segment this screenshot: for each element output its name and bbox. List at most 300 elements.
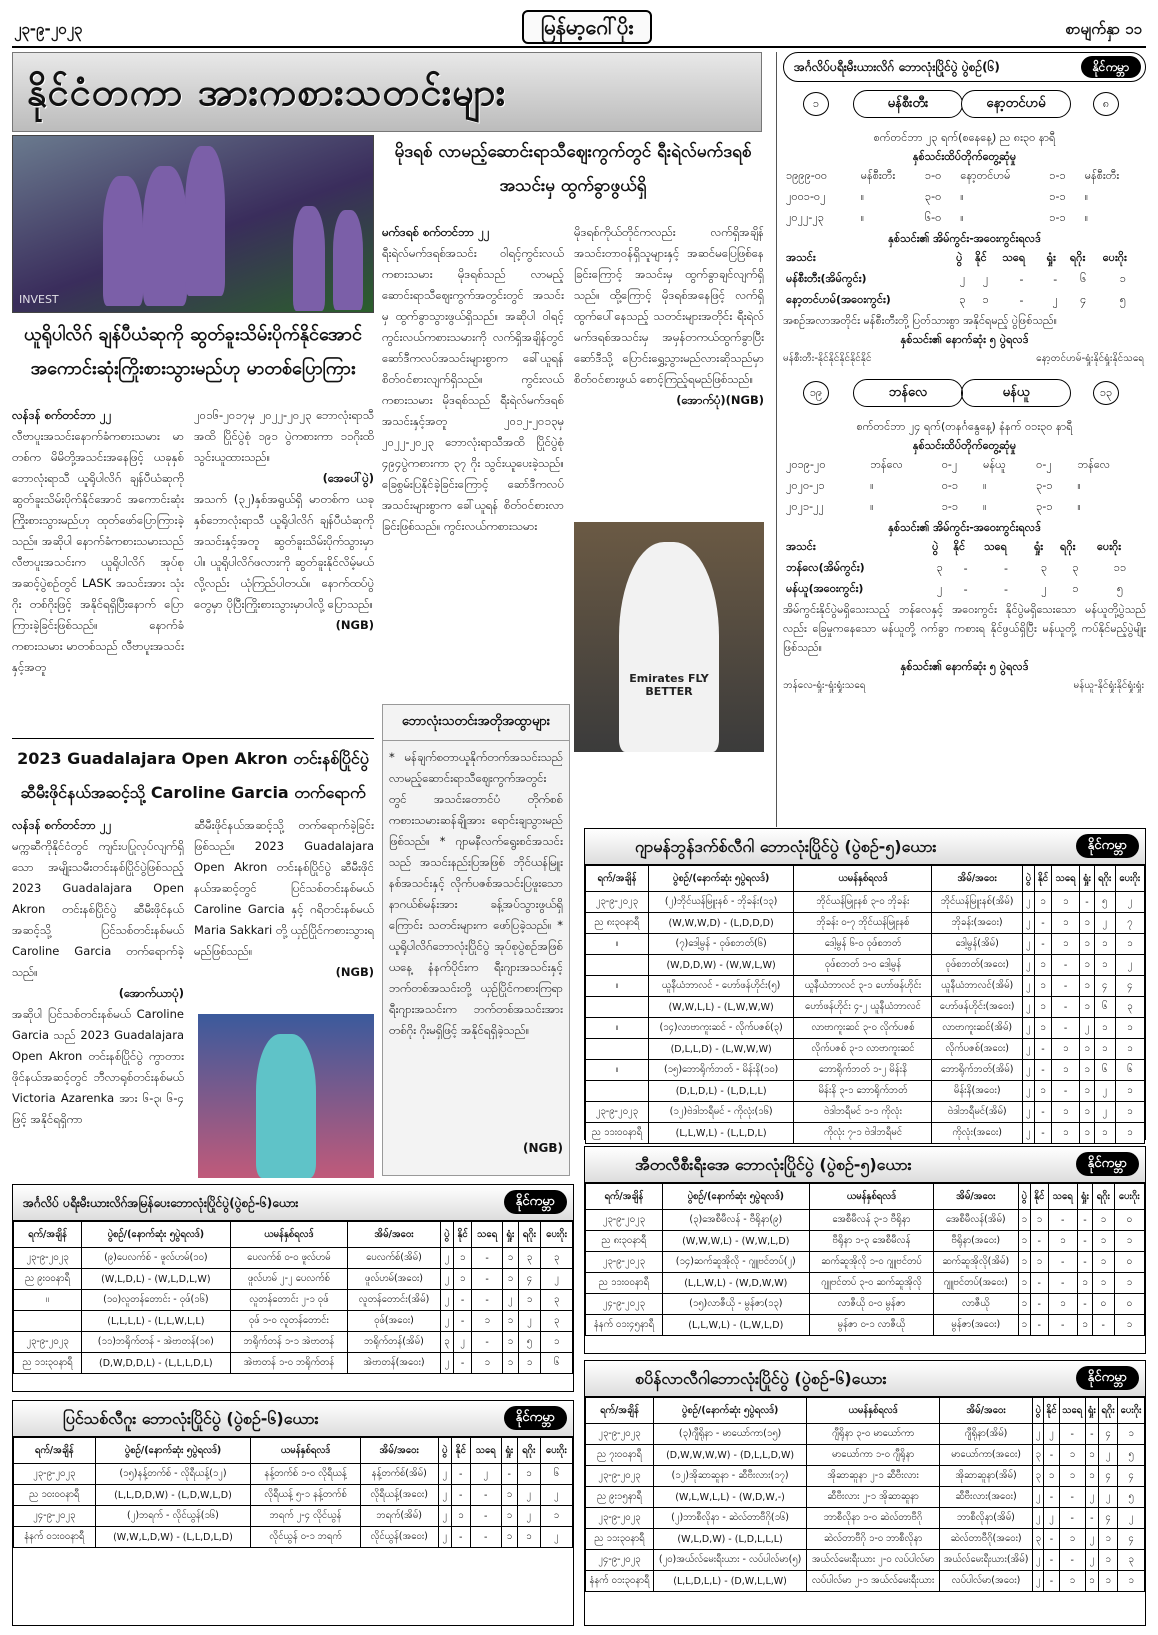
table-cell: ။ (14, 1290, 82, 1311)
table-cell: - (1034, 1123, 1051, 1144)
table-cell: နော့တင်ဟမ် (960, 168, 1011, 182)
table-cell: (D,W,W,W,W) - (D,L,L,D,W) (653, 1445, 806, 1466)
table-cell: ၁ (453, 1269, 472, 1290)
table-cell: ၂ (1094, 1102, 1115, 1123)
table-cell: (၃)ဂျီရိုနာ - မာယော်ကာ(၁၅) (653, 1424, 806, 1445)
story2-byline: မက်ဒရစ် စက်တင်ဘာ ၂၂ (382, 225, 490, 239)
last5-row (783, 676, 1146, 696)
last5-away: မန်ယူ-နိုင်ရှုံးနိုင်ရှုံးရှုံး (1073, 680, 1144, 691)
column-header: ရဂိုး (518, 1222, 540, 1248)
table-cell: မိန်းနိ(အဝေး) (932, 1081, 1023, 1102)
table-cell: ၃ (1033, 1466, 1044, 1487)
column-header: အိမ်/အဝေး (939, 1398, 1032, 1424)
table-cell: မာယော်ကာ ၁-၀ ဂျီရိုနာ (807, 1445, 939, 1466)
table-header-row (14, 1222, 573, 1248)
table-cell: ၁-၁ (1049, 210, 1066, 224)
table-cell: ဘရိုက်တန် ၁-၁ အဲဗာတန် (230, 1332, 347, 1353)
table-cell: ကိုလုံး ၇-၁ ဗဲဒါဘရီမင် (794, 1123, 932, 1144)
away-team: နော့တင်ဟမ် (961, 90, 1071, 118)
column-header: ရဂိုး (1099, 1398, 1118, 1424)
table-cell: ၁ (1080, 1039, 1095, 1060)
table-cell: လာဗာကူးဆင် ၃-၀ လိုက်ပဇစ် (794, 1018, 932, 1039)
table-cell: ဘရက် ၂-၄ လိုင်ယွန် (251, 1506, 360, 1527)
table-cell: ၁ (1052, 892, 1080, 913)
table-row (783, 579, 1146, 600)
table-cell: ။ (870, 478, 874, 492)
table-title-text: အီတလီစီးရီးအေ ဘောလုံးပြိုင်ပွဲ (ပွဲစဉ်-၅)ယေား (635, 1155, 912, 1174)
table-cell: ၁၁ (1113, 560, 1127, 574)
column-header: အိမ်/အဝေး (932, 866, 1023, 892)
table-cell: ဆက်ဆူအိုလို(အိမ်) (933, 1252, 1018, 1273)
table-cell: - (1044, 1445, 1060, 1466)
table-cell: ။ (1077, 499, 1081, 513)
table-cell: ၂ (541, 1269, 573, 1290)
table-cell: ၄ (1094, 976, 1115, 997)
table-cell: ၁ (1034, 997, 1051, 1018)
table-cell: - (1052, 1081, 1080, 1102)
table-cell: (L,L,W,L) - (L,L,D,L) (648, 1123, 794, 1144)
table-cell: (W,L,D,W) - (L,D,L,L,L) (653, 1529, 806, 1550)
table-header-row (586, 1184, 1145, 1210)
table-cell: - (1030, 1231, 1048, 1252)
column-header: ရှုံး (1046, 250, 1056, 264)
form-title: နှစ်သင်း၏ အိမ်ကွင်း-အဝေးကွင်းရလဒ် (888, 232, 1041, 245)
table-cell: ။ (586, 976, 649, 997)
table-cell: အဲဗာတန် ၁-၀ ဘရိုက်တန် (230, 1353, 347, 1374)
table-cell: - (1034, 934, 1051, 955)
table-row (586, 934, 1145, 955)
table-row (783, 208, 1146, 229)
table-cell: ၂ (440, 1248, 453, 1269)
story2-source: (အောက်ပုံ)(NGB) (676, 393, 764, 407)
story1-col1 (12, 405, 184, 735)
table-cell: ၁ (1080, 1102, 1095, 1123)
column-header: ရှုံး (1077, 1184, 1092, 1210)
table-cell: ၃ (440, 1332, 453, 1353)
column-header: ပွဲစဉ်/(နောက်ဆုံး ၅ပွဲရလဒ်) (95, 1438, 251, 1464)
table-cell: ၁ (1115, 1123, 1144, 1144)
table-cell: လိုက်ပဇစ် ၃-၁ လာဗာကူးဆင် (794, 1039, 932, 1060)
table-cell: ၂ (1033, 1424, 1044, 1445)
story3-headline: 2023 Guadalajara Open Akron တင်းနစ်ပြိုင်ပွဲ ဆီမီးဖိုင်နယ်အဆင့်သို့ Caroline Garcia တက်ရောက် (17, 749, 369, 802)
table-cell: ၄ (1099, 1466, 1118, 1487)
table-cell: ၁ (1099, 1550, 1118, 1571)
column-header: ရှုံး (501, 1438, 517, 1464)
table-title-text: စပိန်လာလီဂါဘောလုံးပြိုင်ပွဲ (ပွဲစဉ်-၆)ယေား (635, 1369, 887, 1388)
table-cell: ဘောရိုက်ဘတ်(အိမ်) (932, 1060, 1023, 1081)
table-cell: ၁ (1034, 892, 1051, 913)
seriea-table (584, 1146, 1146, 1354)
table-cell: ည ၈း၃၀နာရီ (586, 913, 649, 934)
table-cell: - (453, 1311, 472, 1332)
table-cell: ၁ (1030, 1210, 1048, 1231)
table-cell: (၁၂)ဗဲဒါဘရီမင် - ကိုလုံး(၁၆) (648, 1102, 794, 1123)
table-cell: ၃-၁ (1036, 499, 1053, 513)
table-row (14, 1527, 573, 1548)
player-figure (143, 166, 187, 306)
table-cell: (D,W,D,D,L) - (L,L,L,D,L) (81, 1353, 230, 1374)
table-header-row (586, 866, 1145, 892)
table-cell: ၂၃-၉-၂၀၂၃ (14, 1464, 96, 1485)
table-cell: - (1048, 1273, 1077, 1294)
table-cell: ၄ (1115, 976, 1144, 997)
table-row (586, 1445, 1145, 1466)
column-header: ပွဲ (438, 1438, 451, 1464)
table-row (586, 1315, 1145, 1336)
table-cell: ၁ (1093, 1231, 1115, 1252)
table-cell: ဗဲဒါဘရီမင် ၁-၁ ကိုလုံး (794, 1102, 932, 1123)
table-cell: ၁ (1115, 1081, 1144, 1102)
table-cell: - (470, 1485, 501, 1506)
table-cell: ဆက်ဆူအိုလို ၁-၀ ဂျူဗင်တပ် (809, 1252, 933, 1273)
table-cell: - (1003, 583, 1008, 596)
table-cell: ၂ (1022, 1123, 1034, 1144)
column-header: ပေးဂိုး (541, 1222, 573, 1248)
table-cell: အယ်လ်မေးရီးယား ၂-၀ လပ်ပါလ်မာ (807, 1550, 939, 1571)
table-cell: ၁ (1080, 955, 1095, 976)
table-cell: ၁ (1077, 1273, 1092, 1294)
table-cell: မွန်ဇာ ၀-၁ လာဇီယို (809, 1315, 933, 1336)
table-row (783, 497, 1146, 518)
table-cell: ၁ (1115, 1039, 1144, 1060)
home-team: ဘန်လေ (853, 379, 963, 407)
table-cell: ဂျီရိုနာ ၃-၀ မာယော်ကာ (807, 1424, 939, 1445)
table-cell: ဘန်လေ(အိမ်ကွင်း) (786, 560, 865, 574)
section-banner: နိုင်ငံတကာ အားကစားသတင်းများ (12, 52, 762, 132)
table-cell: ၂၃-၉-၂၀၂၃ (586, 1102, 649, 1123)
table-cell: (W,L,W,L,L) - (W,D,W,-) (653, 1487, 806, 1508)
table-cell: ဖူလ်ဟမ် ၂-၂ ပေလက်စ် (230, 1269, 347, 1290)
table-cell: - (1044, 1550, 1060, 1571)
table-cell: ည ၁၁း၀၀နာရီ (586, 1273, 663, 1294)
table-cell: - (1044, 1529, 1060, 1550)
table-cell: နံနက် ၀၁း၀၀နာရီ (14, 1527, 96, 1548)
match-note: အစဉ်အလာအတိုင်း မန်စီးတီးတို့ ပြတ်သားစွာ အနိုင်ရမည့် ပွဲဖြစ်သည်။ (783, 314, 1057, 327)
table-cell: ၂ (1033, 1571, 1044, 1592)
column-header: ပွဲ (1022, 866, 1034, 892)
column-header: သရေ (1052, 866, 1080, 892)
table-cell: လိုရီယန့် ၅-၁ နန့်တက်စ် (251, 1485, 360, 1506)
last5-title: နှစ်သင်း၏ နောက်ဆုံး ၅ ပွဲရလဒ် (900, 660, 1029, 673)
photo-caption: Emirates FLY BETTER (629, 672, 709, 698)
table-cell: ဝုဖ်စဘတ် ၁-၀ ဒေါ့မွန် (794, 955, 932, 976)
table-cell: - (451, 1464, 470, 1485)
table-cell: ၅ (1116, 581, 1124, 595)
table-cell: ၁ (517, 1464, 540, 1485)
table-cell: ၁ (1059, 1571, 1085, 1592)
table-cell: ၁ (1118, 1424, 1145, 1445)
table-cell: ၂ (1094, 1081, 1115, 1102)
table-cell: ဆဲလ်တာဗီဂို(အဝေး) (939, 1529, 1032, 1550)
column-header: ယမန်နှစ်ရလဒ် (230, 1222, 347, 1248)
table-row (783, 455, 1146, 476)
story3-col2 (194, 815, 374, 1010)
table-cell: ၅ (1119, 292, 1126, 306)
table-cell: ဘာစီလိုနာ(အိမ်) (939, 1508, 1032, 1529)
table-cell: ၁-၁ (941, 499, 959, 513)
table-row (14, 1248, 573, 1269)
table-cell: ၁ (1118, 1571, 1145, 1592)
form-table (783, 248, 1146, 311)
player-figure (333, 210, 363, 310)
rank-badge: ၁၉ (803, 381, 829, 405)
table-cell: အိုဆာဆူနာ ၂-၁ ဆီဗီးလား (807, 1466, 939, 1487)
table-cell: ။ (1084, 210, 1089, 224)
story2-col1 (382, 222, 564, 697)
table-cell: ည ၁၁း၃၀နာရီ (14, 1353, 82, 1374)
table-cell: ၄ (518, 1269, 540, 1290)
table-cell: ၁ (1052, 1102, 1080, 1123)
table-header-row (14, 1438, 573, 1464)
table-cell: - (1077, 1252, 1092, 1273)
table-cell: ၁ (1094, 934, 1115, 955)
match-note: အိမ်ကွင်းနိုင်ပွဲမရှိသေးသည့် ဘန်လေနှင့် အဝေးကွင်း နိုင်ပွဲမရှိသေးသော မန်ယူတို့ပွဲသည်လည်း ခြေမှုကနေသော မန်ယူတို့ ဂက်ခွာ ကစားရ နိုင်ဖွယ်ရှိပြီး မန်ယူတို့ ကပ်နိုင်မည့်ပွဲမျိုးဖြစ်သည်။ (783, 603, 1146, 654)
table-cell: ဘိုခန်း ၀-၇ ဘိုင်ယန်မြူးနစ် (794, 913, 932, 934)
table-cell: ။ (960, 210, 964, 224)
h2h-table (783, 455, 1146, 518)
table-row (586, 1487, 1145, 1508)
fixture-table (13, 1221, 573, 1374)
table-cell: ၂၃-၉-၂၀၂၃ (586, 1424, 654, 1445)
table-cell: ၂ (1080, 1018, 1095, 1039)
table-cell: ည ၇း၀၀နာရီ (586, 1445, 654, 1466)
last5-row (783, 349, 1146, 369)
table-cell: လိုက်ပဇစ်(အဝေး) (932, 1039, 1023, 1060)
table-cell: - (470, 1527, 501, 1548)
table-cell: ၂ (1044, 1508, 1060, 1529)
column-header: ပေးဂိုး (1096, 539, 1122, 553)
table-cell: - (1003, 562, 1008, 575)
table-cell: (၁၅)နန့်တက်စ် - လိုရီယန့်(၁၂) (95, 1464, 251, 1485)
table-cell: ။ (1084, 189, 1089, 203)
column-header: နိုင် (1044, 1398, 1060, 1424)
table-cell: ၆ (1115, 1060, 1144, 1081)
brand-badge: နိုင်ကမ္ဘာ (1076, 1366, 1139, 1390)
table-cell: ၁ (502, 1353, 518, 1374)
table-row (14, 1353, 573, 1374)
table-cell: ၁ (1052, 1060, 1080, 1081)
table-cell: (L,L,L,L) - (L,L,W,L,L) (81, 1311, 230, 1332)
column-header: ပေးဂိုး (1114, 1184, 1144, 1210)
table-cell: ဘိုင်ယန်မြူးနစ်(အိမ်) (932, 892, 1023, 913)
table-cell: ၁ (1059, 1529, 1085, 1550)
column-header: ပေးဂိုး (1115, 866, 1144, 892)
column-header: အိမ်/အဝေး (348, 1222, 441, 1248)
table-cell: (D,L,D,L) - (L,D,L,L) (648, 1081, 794, 1102)
table-cell: ၂ (440, 1269, 453, 1290)
table-cell: ၁ (1018, 1252, 1030, 1273)
table-cell: ၁ (1114, 1315, 1144, 1336)
table-cell: အယ်လ်မေးရီးယား(အိမ်) (939, 1550, 1032, 1571)
column-header: နိုင် (974, 250, 987, 264)
table-cell: (၁၄)လာဗာကူးဆင် - လိုက်ပဇစ်(၃) (648, 1018, 794, 1039)
table-cell: ၂ (1085, 1487, 1098, 1508)
table-cell: ၃ (1118, 1550, 1145, 1571)
column-header: ရဂိုး (1060, 539, 1076, 553)
table-row (14, 1311, 573, 1332)
table-cell: ၂ (440, 1290, 453, 1311)
column-header: ရက်/အချိန် (586, 1398, 654, 1424)
form-table (783, 537, 1146, 600)
last5-home: မန်စီးတီး-နိုင်နိုင်နိုင်နိုင်နိုင် (783, 353, 872, 364)
table-cell: ဝုဖ်စဘတ်(အဝေး) (932, 955, 1023, 976)
table-cell: ၁ (518, 1353, 540, 1374)
table-row (586, 1508, 1145, 1529)
column-header: ပွဲစဉ်/(နောက်ဆုံး ၅ပွဲရလဒ်) (653, 1398, 806, 1424)
brand-badge: နိုင်ကမ္ဘာ (504, 1190, 567, 1214)
table-cell: ဟော်ဖန်ဟိုင်း ၄-၂ ယူနီယံဘာလင် (794, 997, 932, 1018)
table-cell: ၂ (982, 271, 989, 285)
table-cell: ၂ (1022, 1060, 1034, 1081)
table-row (783, 290, 1146, 311)
table-cell: - (1034, 1060, 1051, 1081)
table-cell: ၂ (440, 1311, 453, 1332)
column-header: ပွဲ (440, 1222, 453, 1248)
table-cell: ဘိုခန်း(အဝေး) (932, 913, 1023, 934)
table-row (586, 1273, 1145, 1294)
rank-badge: ၁ (803, 92, 829, 116)
table-cell: ၁ (472, 1311, 502, 1332)
table-cell: ဆီဗီးလား(အဝေး) (939, 1487, 1032, 1508)
table-cell: ၂၀၂၂-၂၃ (786, 210, 824, 224)
table-row (586, 1060, 1145, 1081)
column-header: ပွဲစဉ်/(နောက်ဆုံး ၅ပွဲရလဒ်) (662, 1184, 809, 1210)
table-cell: - (472, 1248, 502, 1269)
table-cell: ၂၄-၉-၂၀၂၃ (586, 1294, 663, 1315)
news-briefs-title: ဘောလုံးသတင်းအတိုအထွာများ (383, 705, 569, 741)
table-cell: (၁၂)အိုဆာဆူနာ - ဆီဗီးလား(၁၇) (653, 1466, 806, 1487)
table-cell: ၀-၁ (941, 478, 959, 492)
table-row (586, 976, 1145, 997)
table-title-text: ပြင်သစ်လီဂူး ဘောလုံးပြိုင်ပွဲ (ပွဲစဉ်-၆)ယေား (63, 1409, 319, 1428)
table-cell: (L,L,W,L) - (W,D,W,W) (662, 1273, 809, 1294)
table-cell: - (1093, 1315, 1115, 1336)
column-header: ရဂိုး (1094, 866, 1115, 892)
table-row (586, 1039, 1145, 1060)
table-cell: ၁ (1030, 1252, 1048, 1273)
table-row (14, 1506, 573, 1527)
table-cell: ၂ (1085, 1550, 1098, 1571)
masthead-logo: မြန်မာ့ဂေါ်ပိုး (522, 10, 652, 44)
table-cell: ၁ (1099, 1571, 1118, 1592)
table-cell: ၆ (1094, 997, 1115, 1018)
table-row (783, 269, 1146, 290)
table-cell: ၃ (541, 1311, 573, 1332)
table-cell: - (1053, 273, 1058, 286)
table-cell: လာဇီယို (933, 1294, 1018, 1315)
table-cell: ဘရိုက်တန်(အိမ်) (348, 1332, 441, 1353)
table-cell: ၁ (451, 1506, 470, 1527)
table-cell: ဘန်လေ (1077, 457, 1111, 471)
table-cell: နန့်တက်စ် ၁-၀ လိုရီယန့် (251, 1464, 360, 1485)
table-row (586, 1231, 1145, 1252)
table-cell (586, 1039, 649, 1060)
table-cell: ၁ (501, 1506, 517, 1527)
photo-caption: INVEST (19, 293, 59, 306)
table-cell: ၁ (982, 292, 989, 306)
table-cell: - (1052, 997, 1080, 1018)
table-cell: (W,W,W,L) - (W,W,L,D) (662, 1231, 809, 1252)
table-cell: ဘိုင်ယန်မြူးနစ် ၃-၀ ဘိုခန်း (794, 892, 932, 913)
table-cell: ၂၃-၉-၂၀၂၃ (586, 1252, 663, 1273)
column-header: အသင်း (786, 539, 816, 553)
table-cell: ၁ (1018, 1273, 1030, 1294)
table-cell: ၆ (1094, 1060, 1115, 1081)
match-card (783, 90, 1146, 120)
table-cell: ။ (860, 210, 865, 224)
table-cell: ၂ (1022, 934, 1034, 955)
liverpool-photo (12, 135, 374, 313)
table-cell: ၁ (1080, 1081, 1095, 1102)
table-cell: ၂ (1085, 1529, 1098, 1550)
table-cell: ၂၃-၉-၂၀၂၃ (586, 1210, 663, 1231)
table-cell: - (1030, 1273, 1048, 1294)
table-cell: ၁ (1115, 1018, 1144, 1039)
table-cell: ည ၉း၀၀နာရီ (14, 1269, 82, 1290)
column-header: နိုင် (953, 539, 966, 553)
table-cell: ၁ (1034, 955, 1051, 976)
table-cell: ၆ (1080, 271, 1087, 285)
rank-badge: ၈ (1093, 92, 1119, 116)
table-cell: ပေလက်စ် ၀-၀ ဖူလ်ဟမ် (230, 1248, 347, 1269)
table-header-row (783, 537, 1146, 558)
epl-preview (776, 52, 1146, 827)
table-row (586, 1424, 1145, 1445)
table-cell: ၂ (1022, 1018, 1034, 1039)
table-cell: ယူနီယံဘာလင် ၃-၁ ဟော်ဖန်ဟိုင်း (794, 976, 932, 997)
column-header: သရေ (1002, 250, 1026, 264)
column-header: နိုင် (1030, 1184, 1048, 1210)
table-cell: ဆဲလ်တာဗီဂို ၁-၀ ဘာစီလိုနာ (807, 1529, 939, 1550)
story3-body: မက္ကဆီကိုနိုင်ငံတွင် ကျင်းပပြုလုပ်လျက်ရှိသော အမျိုးသမီးတင်းနစ်ပြိုင်ပွဲဖြစ်သည့် 2023 Guadalajara Open Akron တင်းနစ်ပြိုင်ပွဲ ဆီမီးဖိုင်နယ်အဆင့်သို့ ပြင်သစ်တင်းနစ်မယ် Caroline Garcia တက်ရောက်ခဲ့သည်။ (12, 839, 184, 979)
table-cell: (၇)ဒေါ့မွန် - ဝုဖ်စဘတ်(၆) (648, 934, 794, 955)
table-cell: ဗီရိုနာ(အဝေး) (933, 1231, 1018, 1252)
rank-badge: ၁၃ (1093, 381, 1119, 405)
table-cell: လူတန်တောင်း ၂-၁ ဝုဖ် (230, 1290, 347, 1311)
table-cell: ၂ (1022, 1081, 1034, 1102)
story1-body: ၂၀၁၆-၂၀၁၇မှ ၂၀၂၂-၂၀၂၃ ဘောလုံးရာသီအထိ ပြိုင်ပွဲစုံ ၁၉၁ ပွဲကစားကာ ၁၁ဂိုးထိ သွင်းယူထားသည်။ (194, 408, 374, 464)
table-cell: ၂၃-၉-၂၀၂၃ (14, 1248, 82, 1269)
table-cell: ၁ (1093, 1273, 1115, 1294)
table-cell: နော့တင်ဟမ်(အဝေးကွင်း) (786, 292, 891, 306)
table-cell: လပ်ပါလ်မာ ၂-၁ အယ်လ်မေးရီးယား (807, 1571, 939, 1592)
table-cell: (L,L,D,L,L) - (D,W,L,L,W) (653, 1571, 806, 1592)
table-row (586, 1529, 1145, 1550)
table-title (585, 829, 1145, 865)
story3-source: (အောက်ယာပုံ) (118, 986, 184, 1000)
table-cell: ၂ (540, 1485, 572, 1506)
table-cell: ၂ (540, 1527, 572, 1548)
table-cell: ၁ (1115, 934, 1144, 955)
table-cell: - (963, 562, 968, 575)
column-header: နိုင် (453, 1222, 472, 1248)
table-cell: ယူနီယံဘာလင် - ဟော်ဖန်ဟိုင်း(၅) (648, 976, 794, 997)
table-cell: ၂ (517, 1485, 540, 1506)
table-cell: ၁-၁ (1049, 168, 1066, 182)
table-cell: လပ်ပါလ်မာ(အဝေး) (939, 1571, 1032, 1592)
table-cell: ၄ (1099, 1424, 1118, 1445)
table-cell: (၁၅)လာဇီယို - မွန်ဇာ(၁၃) (662, 1294, 809, 1315)
table-cell: မန်ယူ (983, 457, 1006, 471)
player-figure (256, 1034, 316, 1178)
table-row (14, 1485, 573, 1506)
column-header: ရက်/အချိန် (14, 1222, 82, 1248)
player-figure (185, 146, 225, 296)
column-header: ပွဲစဉ်/(နောက်ဆုံး ၅ပွဲရလဒ်) (81, 1222, 230, 1248)
table-cell: မန်စီးတီး(အိမ်ကွင်း) (786, 271, 867, 285)
table-cell: အိုဆာဆူနာ(အိမ်) (939, 1466, 1032, 1487)
table-cell: ။ (1077, 478, 1081, 492)
